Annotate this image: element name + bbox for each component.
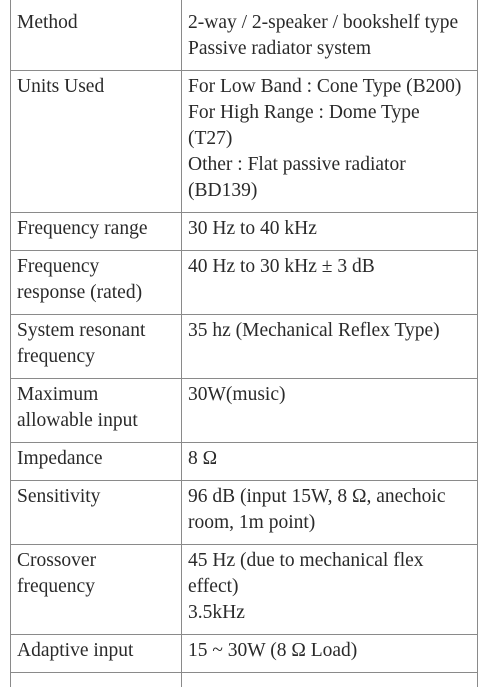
spec-label-line: response (rated)	[17, 280, 181, 306]
spec-value-line: For High Range : Dome Type	[188, 100, 477, 126]
spec-value	[182, 0, 478, 71]
spec-label	[11, 0, 182, 71]
cut-off-row	[11, 673, 478, 687]
spec-value	[182, 213, 478, 251]
spec-value	[182, 481, 478, 545]
cut-off-cell	[11, 673, 182, 687]
spec-label-line: Frequency range	[17, 216, 181, 242]
spec-value-line: 40 Hz to 30 kHz ± 3 dB	[188, 254, 477, 280]
spec-value-line: Passive radiator system	[188, 36, 477, 62]
spec-value-line: 30W(music)	[188, 382, 477, 408]
spec-label-line: Method	[17, 10, 181, 36]
spec-row-sensitivity	[11, 481, 478, 545]
spec-value-line: Other : Flat passive radiator	[188, 152, 477, 178]
spec-label	[11, 635, 182, 673]
spec-label-line: Sensitivity	[17, 484, 181, 510]
spec-value-line: 3.5kHz	[188, 600, 477, 626]
spec-value-line: 15 ~ 30W (8 Ω Load)	[188, 638, 477, 664]
spec-value	[182, 251, 478, 315]
spec-table	[10, 0, 478, 687]
spec-label-line: Frequency	[17, 254, 181, 280]
spec-label	[11, 443, 182, 481]
spec-row-system-resonant-frequency	[11, 315, 478, 379]
spec-row-maximum-allowable-input	[11, 379, 478, 443]
spec-label-line: frequency	[17, 574, 181, 600]
spec-label-line: System resonant	[17, 318, 181, 344]
spec-label-line: allowable input	[17, 408, 181, 434]
spec-value-line: 96 dB (input 15W, 8 Ω, anechoic	[188, 484, 477, 510]
spec-row-adaptive-input	[11, 635, 478, 673]
spec-label-line: frequency	[17, 344, 181, 370]
spec-value-line: 30 Hz to 40 kHz	[188, 216, 477, 242]
spec-label-line: Units Used	[17, 74, 181, 100]
spec-row-crossover-frequency	[11, 545, 478, 635]
spec-value-line: (T27)	[188, 126, 477, 152]
spec-value-line: 45 Hz (due to mechanical flex	[188, 548, 477, 574]
spec-value	[182, 315, 478, 379]
spec-label-line: Impedance	[17, 446, 181, 472]
spec-value	[182, 545, 478, 635]
spec-value-line: For Low Band : Cone Type (B200)	[188, 74, 477, 100]
spec-label	[11, 481, 182, 545]
spec-label-line: Crossover	[17, 548, 181, 574]
spec-label-line: Adaptive input	[17, 638, 181, 664]
spec-label	[11, 315, 182, 379]
spec-label	[11, 379, 182, 443]
spec-label	[11, 545, 182, 635]
spec-row-frequency-range	[11, 213, 478, 251]
spec-value-line: 8 Ω	[188, 446, 477, 472]
spec-value-line: effect)	[188, 574, 477, 600]
spec-value	[182, 379, 478, 443]
spec-value-line: 2-way / 2-speaker / bookshelf type	[188, 10, 477, 36]
spec-value-line: 35 hz (Mechanical Reflex Type)	[188, 318, 477, 344]
spec-row-impedance	[11, 443, 478, 481]
spec-value	[182, 635, 478, 673]
spec-row-units-used	[11, 71, 478, 213]
spec-row-frequency-response	[11, 251, 478, 315]
spec-row-method	[11, 0, 478, 71]
spec-value-line: (BD139)	[188, 178, 477, 204]
spec-value-line: room, 1m point)	[188, 510, 477, 536]
spec-label-line: Maximum	[17, 382, 181, 408]
cut-off-cell	[182, 673, 478, 687]
spec-value	[182, 443, 478, 481]
spec-label	[11, 71, 182, 213]
spec-label	[11, 213, 182, 251]
spec-label	[11, 251, 182, 315]
spec-value	[182, 71, 478, 213]
